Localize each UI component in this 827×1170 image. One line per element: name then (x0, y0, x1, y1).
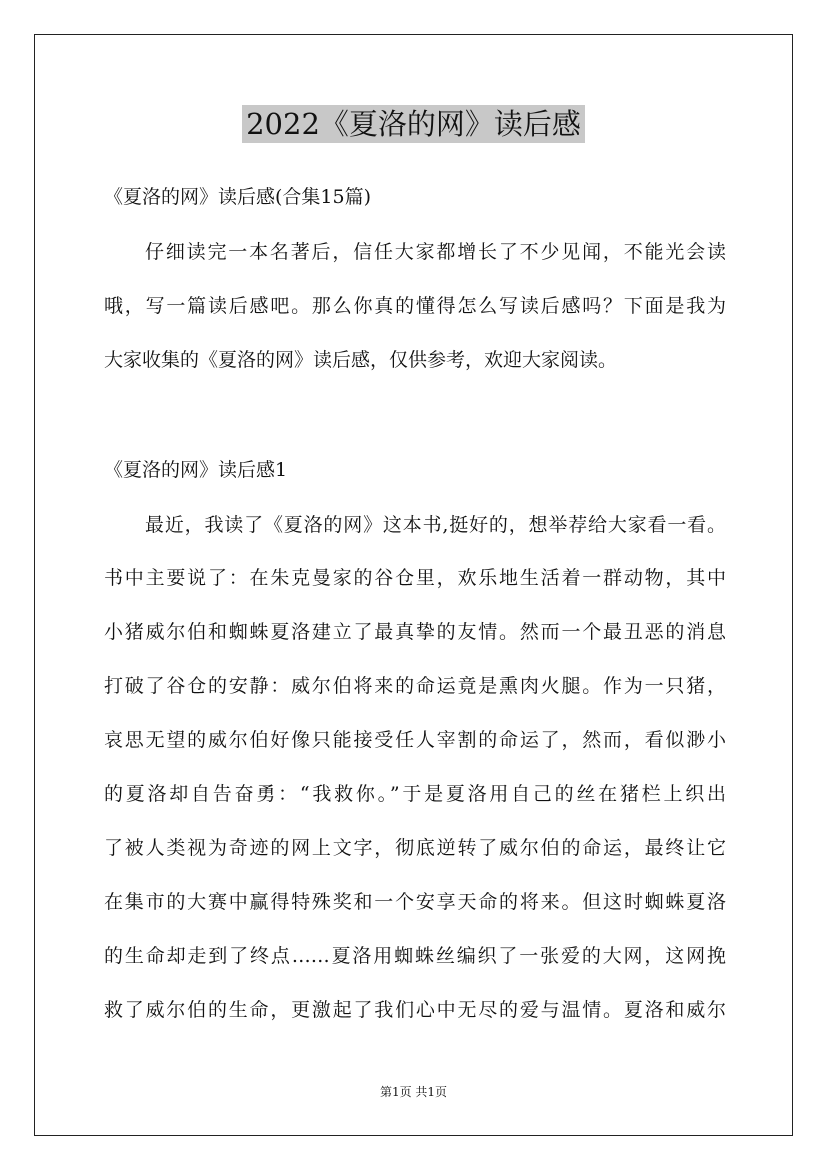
document-title: 2022《夏洛的网》读后感 (242, 105, 585, 143)
body-line: 小猪威尔伯和蜘蛛夏洛建立了最真挚的友情。然而一个最丑恶的消息 (104, 621, 726, 643)
intro-line: 哦，写一篇读后感吧。那么你真的懂得怎么写读后感吗？下面是我为 (104, 295, 726, 317)
intro-line: 仔细读完一本名著后，信任大家都增长了不少见闻，不能光会读 (145, 241, 726, 263)
body-line: 的夏洛却自告奋勇：“我救你。”于是夏洛用自己的丝在猪栏上织出 (104, 783, 726, 805)
page-footer: 第1页 共1页 (379, 1085, 448, 1099)
body-line: 在集市的大赛中赢得特殊奖和一个安享天命的将来。但这时蜘蛛夏洛 (104, 891, 726, 913)
body-line: 打破了谷仓的安静：威尔伯将来的命运竟是熏肉火腿。作为一只猪， (104, 675, 726, 697)
body-line: 的生命却走到了终点……夏洛用蜘蛛丝编织了一张爱的大网，这网挽 (104, 945, 726, 967)
document-subtitle: 《夏洛的网》读后感(合集15篇) (104, 186, 372, 208)
section-heading: 《夏洛的网》读后感1 (104, 459, 288, 481)
body-line: 书中主要说了：在朱克曼家的谷仓里，欢乐地生活着一群动物，其中 (104, 567, 726, 589)
body-line: 最近，我读了《夏洛的网》这本书,挺好的，想举荐给大家看一看。 (145, 514, 726, 536)
body-line: 了被人类视为奇迹的网上文字，彻底逆转了威尔伯的命运，最终让它 (104, 837, 726, 859)
intro-line: 大家收集的《夏洛的网》读后感，仅供参考，欢迎大家阅读。 (104, 349, 618, 371)
body-line: 救了威尔伯的生命，更激起了我们心中无尽的爱与温情。夏洛和威尔 (104, 999, 726, 1021)
document-title-container (0, 102, 827, 143)
body-line: 哀思无望的威尔伯好像只能接受任人宰割的命运了，然而，看似渺小 (104, 729, 726, 751)
